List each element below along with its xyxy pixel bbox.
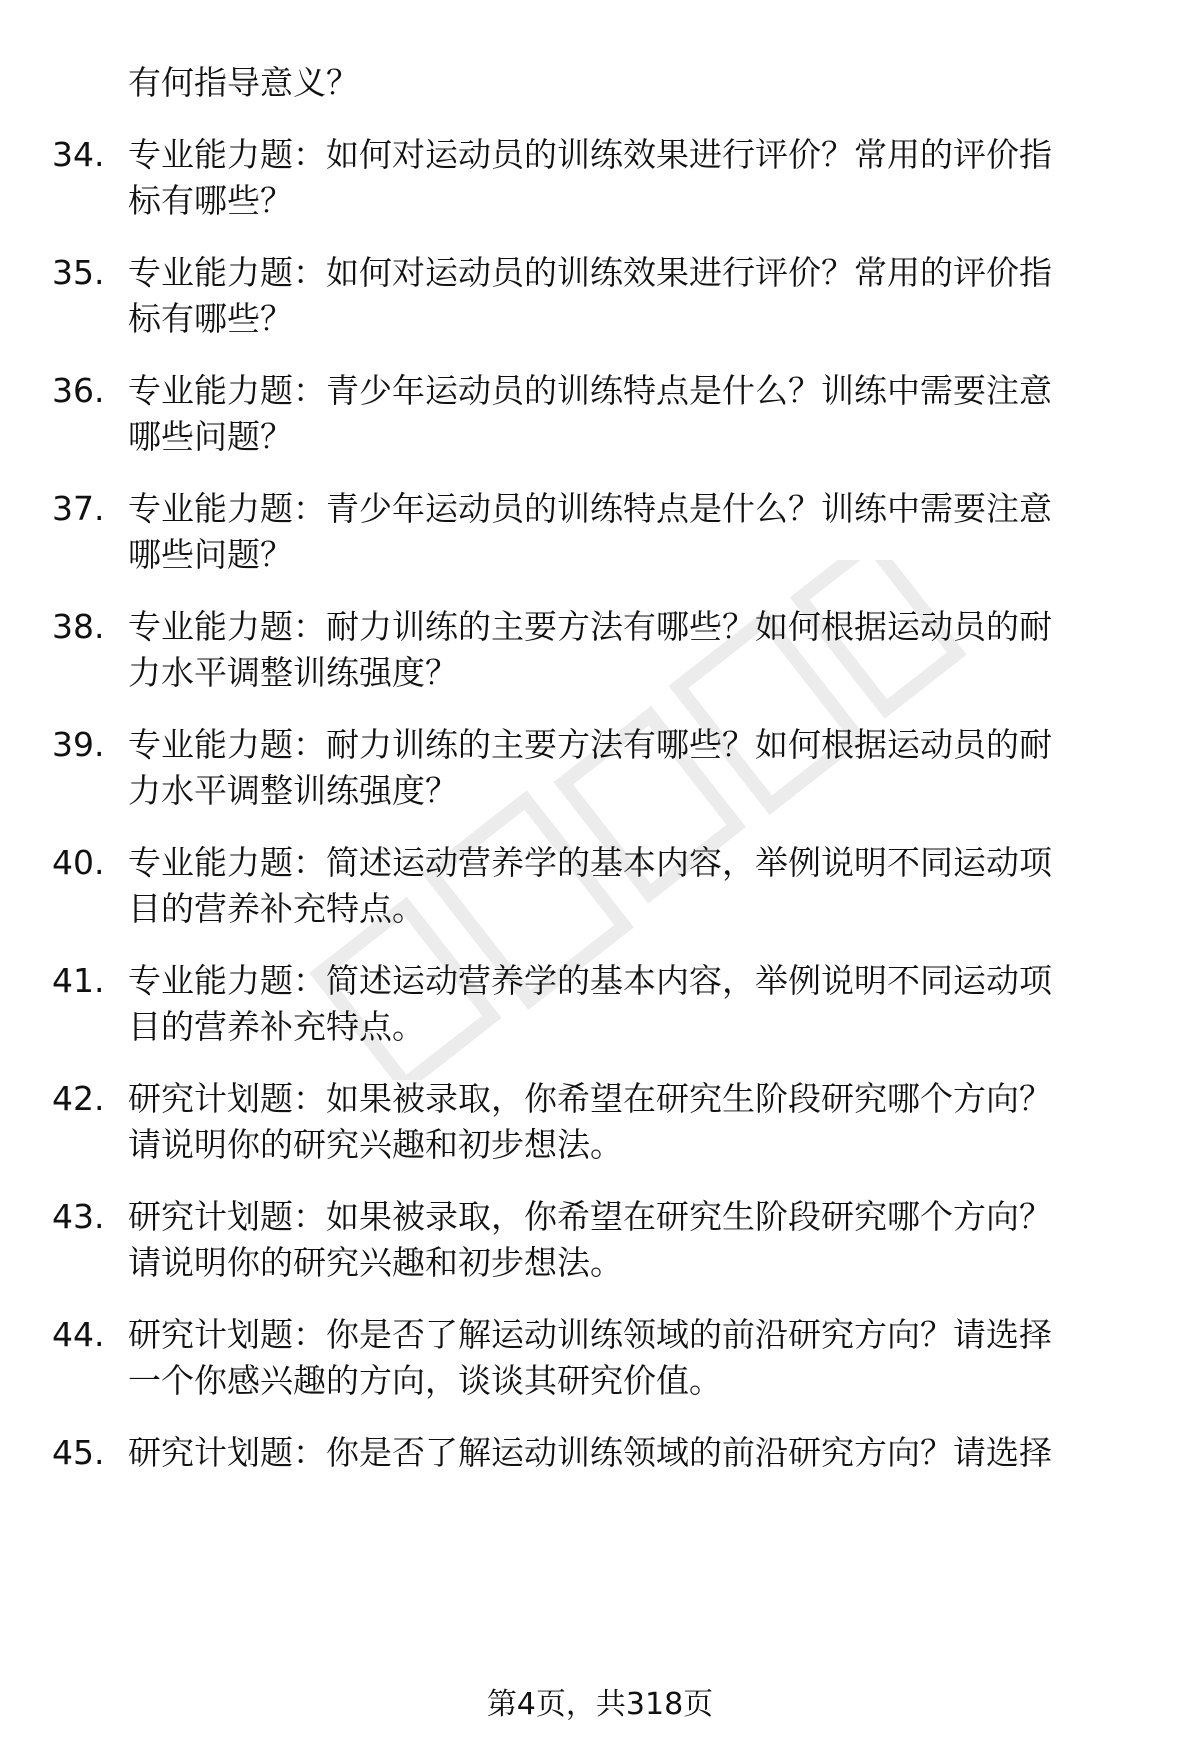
question-number: 40.	[52, 843, 105, 882]
question-number: 42.	[52, 1079, 105, 1118]
question-text-line: 专业能力题：简述运动营养学的基本内容，举例说明不同运动项	[128, 843, 1052, 882]
page-number-footer: 第4页，共318页	[486, 1687, 714, 1722]
question-text-line: 研究计划题：你是否了解运动训练领域的前沿研究方向？请选择	[128, 1433, 1052, 1472]
question-text-line: 力水平调整训练强度？	[128, 771, 458, 810]
question-text-line: 专业能力题：青少年运动员的训练特点是什么？训练中需要注意	[128, 371, 1052, 410]
question-text-line: 专业能力题：耐力训练的主要方法有哪些？如何根据运动员的耐	[128, 725, 1052, 764]
question-text-line: 专业能力题：简述运动营养学的基本内容，举例说明不同运动项	[128, 961, 1052, 1000]
question-text-line: 目的营养补充特点。	[128, 889, 425, 928]
question-text-line: 请说明你的研究兴趣和初步想法。	[128, 1243, 623, 1282]
question-number: 38.	[52, 607, 105, 646]
question-text-line: 研究计划题：如果被录取，你希望在研究生阶段研究哪个方向？	[128, 1079, 1052, 1118]
question-text-line: 目的营养补充特点。	[128, 1007, 425, 1046]
question-text-line: 专业能力题：如何对运动员的训练效果进行评价？常用的评价指	[128, 253, 1052, 292]
question-number: 43.	[52, 1197, 105, 1236]
question-number: 37.	[52, 489, 105, 528]
question-text-line: 专业能力题：青少年运动员的训练特点是什么？训练中需要注意	[128, 489, 1052, 528]
question-text-line: 专业能力题：耐力训练的主要方法有哪些？如何根据运动员的耐	[128, 607, 1052, 646]
continuation-text: 有何指导意义？	[128, 63, 359, 102]
question-number: 44.	[52, 1315, 105, 1354]
question-number: 34.	[52, 135, 105, 174]
question-text-line: 标有哪些？	[128, 299, 293, 338]
question-text-line: 研究计划题：你是否了解运动训练领域的前沿研究方向？请选择	[128, 1315, 1052, 1354]
question-text-line: 力水平调整训练强度？	[128, 653, 458, 692]
question-text-line: 哪些问题？	[128, 417, 293, 456]
question-number: 41.	[52, 961, 105, 1000]
question-text-line: 标有哪些？	[128, 181, 293, 220]
question-number: 39.	[52, 725, 105, 764]
question-text-line: 哪些问题？	[128, 535, 293, 574]
question-number: 35.	[52, 253, 105, 292]
question-number: 36.	[52, 371, 105, 410]
question-number: 45.	[52, 1433, 105, 1472]
question-text-line: 专业能力题：如何对运动员的训练效果进行评价？常用的评价指	[128, 135, 1052, 174]
question-text-line: 研究计划题：如果被录取，你希望在研究生阶段研究哪个方向？	[128, 1197, 1052, 1236]
question-text-line: 一个你感兴趣的方向，谈谈其研究价值。	[128, 1361, 722, 1400]
question-text-line: 请说明你的研究兴趣和初步想法。	[128, 1125, 623, 1164]
